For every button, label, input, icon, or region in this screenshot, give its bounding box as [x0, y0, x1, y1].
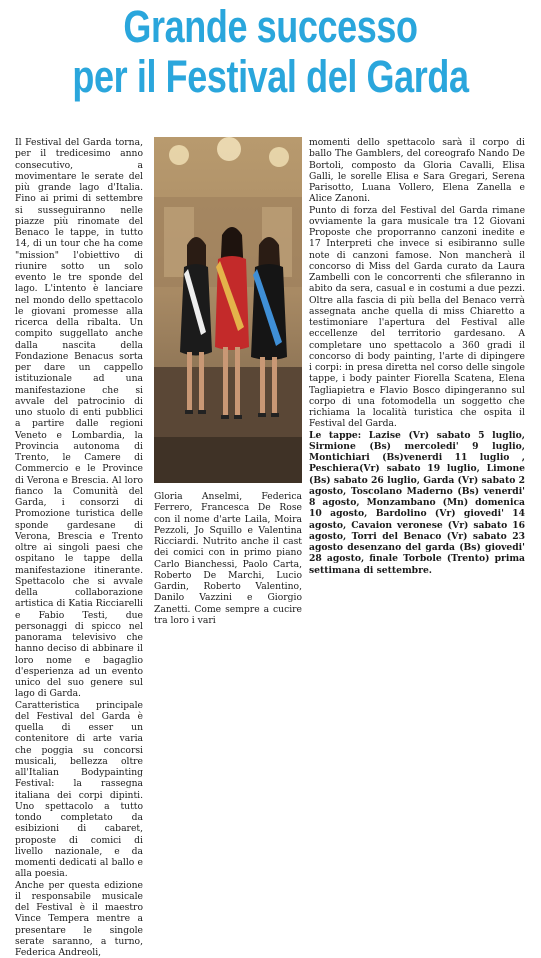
photo-miss-contestants: [154, 137, 302, 483]
article-column-2: [154, 491, 302, 552]
headline-line-1: Grande successo: [54, 2, 487, 52]
headline: [0, 2, 541, 102]
paragraph: momenti dello spettacolo sarà il corpo di ballo The Gamblers, del coreografo Nando De Bortoli, composto da Gloria Cavalli, Elisa Galli, le sorelle Elisa e Sara Gregari, Serena Parisotto, Luana Vollero, Elena Zanella e Alice Zanoni.: [309, 137, 525, 205]
headline-line-2: per il Festival del Garda: [54, 52, 487, 102]
article-column-3: [309, 137, 525, 550]
paragraph: Anche per questa edizione il responsabile musicale del Festival è il maestro Vince Tempera mentre a presentare le singole serate saranno, a turno, Federica Andreoli,: [15, 880, 143, 958]
paragraph: Il Festival del Garda torna, per il tredicesimo anno consecutivo, a movimentare le serate del più grande lago d'Italia. Fino ai primi di settembre si susseguiranno nelle piazze più rinomate del Benaco le tappe, in tutto 14, di un tour che ha come "mission" l'obiettivo di riunire sotto un solo evento le tre sponde del lago. L'intento è lanciare nel mondo dello spettacolo le giovani promesse alla ricerca della ribalta. Un compito suggellato anche dalla nascita della Fondazione Benacus sorta per dare un cappello istituzionale ad una manifestazione che si avvale del patrocinio di uno stuolo di enti pubblici a partire dalle regioni Veneto e Lombardia, la Provincia autonoma di Trento, le Camere di Commercio e le Province di Verona e Brescia. Al loro fianco la Comunità del Garda, i consorzi di Promozione turistica delle sponde gardesane di Verona, Brescia e Trento oltre ai singoli paesi che ospitano le tappe della manifestazione itinerante. Spettacolo che si avvale della collaborazione artistica di Katia Ricciarelli e Fabio Testi, due personaggi di spicco nel panorama televisivo che hanno deciso di abbinare il loro nome e bagaglio d'esperienza ad un evento unico del suo genere sul lago di Garda.: [15, 137, 143, 700]
paragraph: Punto di forza del Festival del Garda rimane ovviamente la gara musicale tra 12 Giovani Proposte che proporranno canzoni inedite e 17 Interpreti che invece si esibiranno sulle note di canzoni famose. Non mancherà il concorso di Miss del Garda curato da Laura Zambelli con le concorrenti che sfileranno in abito da sera, casual e in costumi a due pezzi. Oltre alla fascia di più bella del Benaco verrà assegnata anche quella di miss Chiaretto a testimoniare l'apertura del Festival alle eccellenze del territorio gardesano. A completare uno spettacolo a 360 gradi il concorso di body painting, l'arte di dipingere i corpi: in presa diretta nel corso delle singole tappe, i body painter Fiorella Scatena, Elena Tagliapietra e Flavio Bosco dipingeranno sul corpo di una fotomodella un soggetto che richiama la località turistica che ospita il Festival del Garda.: [309, 205, 525, 430]
paragraph: Gloria Anselmi, Federica Ferrero, Francesca De Rose con il nome d'arte Laila, Moira Pezzoli, Jo Squillo e Valentina Ricciardi. Nutrito anche il cast dei comici con in primo piano Carlo Bianchessi, Paolo Carta, Roberto De Marchi, Lucio Gardin, Roberto Valentino, Danilo Vazzini e Giorgio Zanetti. Come sempre a cucire tra loro i vari: [154, 491, 302, 626]
tour-dates: Le tappe: Lazise (Vr) sabato 5 luglio, Sirmione (Bs) mercoledi' 9 luglio, Montichiari (Bs)venerdi 11 luglio , Peschiera(Vr) sabato 19 luglio, Limone (Bs) sabato 26 luglio, Garda (Vr) sabato 2 agosto, Toscolano Maderno (Bs) venerdi' 8 agosto, Monzambano (Mn) domenica 10 agosto, Bardolino (Vr) giovedi' 14 agosto, Cavaion veronese (Vr) sabato 16 agosto, Torri del Benaco (Vr) sabato 23 agosto desenzano del garda (Bs) giovedi' 28 agosto, finale Torbole (Trento) prima settimana di settembre.: [309, 430, 525, 576]
article-column-1: [15, 137, 143, 548]
paragraph: Caratteristica principale del Festival del Garda è quella di esser un contenitore di arte varia che poggia su concorsi musicali, bellezza oltre all'Italian Bodypainting Festival: la rassegna italiana dei corpi dipinti. Uno spettacolo a tutto tondo completato da esibizioni di cabaret, proposte di comici di livello nazionale, e da momenti dedicati al ballo e alla poesia.: [15, 700, 143, 880]
